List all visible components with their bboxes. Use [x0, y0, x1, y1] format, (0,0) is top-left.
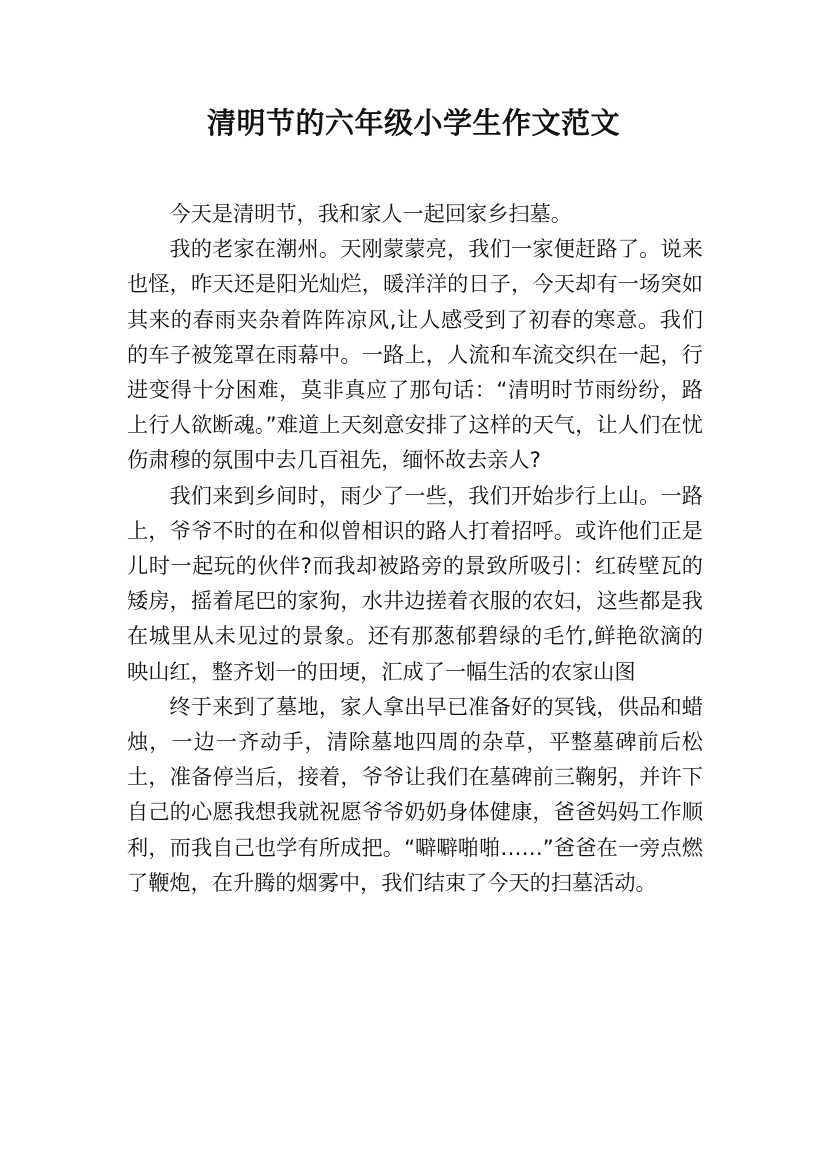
paragraph-1: 今天是清明节，我和家人一起回家乡扫墓。 [169, 201, 572, 226]
document-title: 清明节的六年级小学生作文范文 [206, 106, 620, 140]
paragraph-4: 终于来到了墓地，家人拿出早已准备好的冥钱，供品和蜡烛，一边一齐动手，清除墓地四周的杂草，平整墓碑前后松土，准备停当后，接着，爷爷让我们在墓碑前三鞠躬，并许下自己的心愿我想我就祝愿爷爷奶奶身体健康，爸爸妈妈工作顺利，而我自己也学有所成把。“噼噼啪啪……”爸爸在一旁点燃了鞭炮，在升腾的烟雾中，我们结束了今天的扫墓活动。 [127, 693, 703, 895]
document-body [127, 196, 703, 900]
paragraph-3: 我们来到乡间时，雨少了一些，我们开始步行上山。一路上，爷爷不时的在和似曾相识的路人打着招呼。或许他们正是儿时一起玩的伙伴?而我却被路旁的景致所吸引：红砖壁瓦的矮房，摇着尾巴的家狗，水井边搓着衣服的农妇，这些都是我在城里从未见过的景象。还有那葱郁碧绿的毛竹,鲜艳欲滴的映山红，整齐划一的田埂，汇成了一幅生活的农家山图 [127, 482, 703, 684]
paragraph-2: 我的老家在潮州。天刚蒙蒙亮，我们一家便赶路了。说来也怪，昨天还是阳光灿烂，暖洋洋的日子，今天却有一场突如其来的春雨夹杂着阵阵凉风,让人感受到了初春的寒意。我们的车子被笼罩在雨幕中。一路上，人流和车流交织在一起，行进变得十分困难，莫非真应了那句话：“清明时节雨纷纷，路上行人欲断魂。”难道上天刻意安排了这样的天气，让人们在忧伤肃穆的氛围中去几百祖先，缅怀故去亲人? [127, 236, 703, 473]
